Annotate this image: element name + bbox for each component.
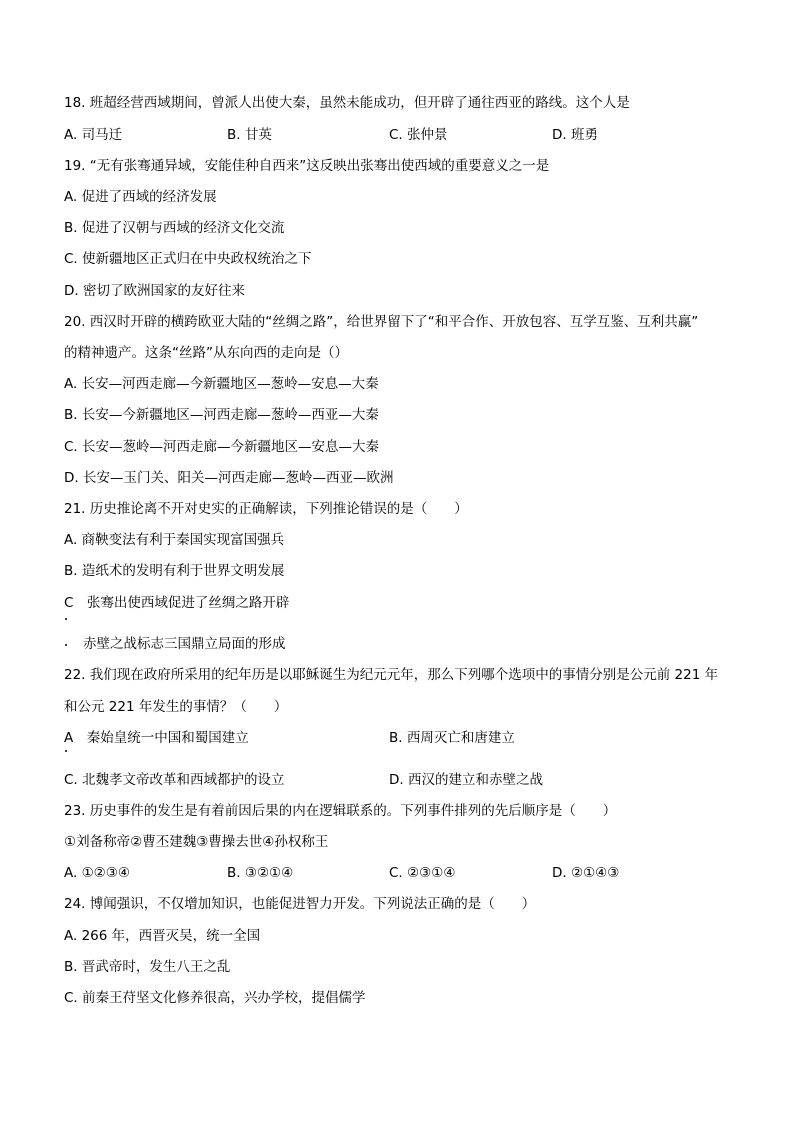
q22-option-b[interactable]: B. 西周灭亡和唐建立: [389, 730, 515, 746]
q22-option-d[interactable]: D. 西汉的建立和赤壁之战: [389, 772, 543, 788]
q23-option-b[interactable]: B. ③②①④: [227, 865, 294, 881]
q19-option-d[interactable]: D. 密切了欧洲国家的友好往来: [64, 283, 245, 299]
q18-option-a[interactable]: A. 司马迁: [64, 127, 123, 143]
q19-stem: 19. “无有张骞通异域，安能佳种自西来”这反映出张骞出使西域的重要意义之一是: [64, 158, 550, 174]
q20-option-d[interactable]: D. 长安—玉门关、阳关—河西走廊—葱岭—西亚—欧洲: [64, 470, 394, 486]
q20-stem-line2: 的精神遗产。这条“丝路”从东向西的走向是（）: [64, 345, 348, 361]
q24-option-a[interactable]: A. 266 年，西晋灭吴，统一全国: [64, 928, 261, 944]
q21-option-a[interactable]: A. 商鞅变法有利于秦国实现富国强兵: [64, 532, 285, 548]
q19-option-b[interactable]: B. 促进了汉朝与西域的经济文化交流: [64, 220, 285, 236]
q21-stem: 21. 历史推论离不开对史实的正确解读，下列推论错误的是（ ）: [64, 501, 468, 517]
q21-option-b[interactable]: B. 造纸术的发明有利于世界文明发展: [64, 563, 285, 579]
q24-option-b[interactable]: B. 晋武帝时，发生八王之乱: [64, 959, 231, 975]
stray-dot: [65, 750, 67, 752]
q22-option-a[interactable]: A 秦始皇统一中国和蜀国建立: [64, 730, 249, 746]
q23-stem: 23. 历史事件的发生是有着前因后果的内在逻辑联系的。下列事件排列的先后顺序是（ ）: [64, 803, 617, 819]
q18-option-b[interactable]: B. 甘英: [227, 127, 272, 143]
q19-option-c[interactable]: C. 使新疆地区正式归在中央政权统治之下: [64, 251, 312, 267]
q18-option-d[interactable]: D. 班勇: [552, 127, 598, 143]
q23-option-c[interactable]: C. ②③①④: [389, 865, 456, 881]
q23-option-d[interactable]: D. ②①④③: [552, 865, 620, 881]
stray-dot: [65, 618, 67, 620]
q22-stem-line2: 和公元 221 年发生的事情？（ ）: [64, 699, 288, 715]
q22-stem-line1: 22. 我们现在政府所采用的纪年历是以耶稣诞生为纪元元年，那么下列哪个选项中的事情分别是公元前 221 年: [64, 667, 719, 683]
option-d-dot: [65, 644, 67, 646]
q18-option-c[interactable]: C. 张仲景: [389, 127, 448, 143]
q20-stem-line1: 20. 西汉时开辟的横跨欧亚大陆的“丝绸之路”，给世界留下了“和平合作、开放包容、互学互鉴、互利共赢”: [64, 314, 699, 330]
q19-option-a[interactable]: A. 促进了西域的经济发展: [64, 189, 217, 205]
q21-option-c[interactable]: C 张骞出使西域促进了丝绸之路开辟: [64, 595, 290, 611]
q24-option-c[interactable]: C. 前秦王苻坚文化修养很高，兴办学校，提倡儒学: [64, 990, 366, 1006]
q21-option-d[interactable]: 赤壁之战标志三国鼎立局面的形成: [83, 636, 286, 652]
q20-option-a[interactable]: A. 长安—河西走廊—今新疆地区—葱岭—安息—大秦: [64, 376, 379, 392]
q23-items: ①刘备称帝②曹丕建魏③曹操去世④孙权称王: [64, 834, 329, 850]
q20-option-b[interactable]: B. 长安—今新疆地区—河西走廊—葱岭—西亚—大秦: [64, 407, 379, 423]
q20-option-c[interactable]: C. 长安—葱岭—河西走廊—今新疆地区—安息—大秦: [64, 439, 380, 455]
q23-option-a[interactable]: A. ①②③④: [64, 865, 130, 881]
q22-option-c[interactable]: C. 北魏孝文帝改革和西域都护的设立: [64, 772, 285, 788]
q24-stem: 24. 博闻强识，不仅增加知识，也能促进智力开发。下列说法正确的是（ ）: [64, 896, 536, 912]
q18-stem: 18. 班超经营西域期间，曾派人出使大秦，虽然未能成功，但开辟了通往西亚的路线。这个人是: [64, 95, 630, 111]
